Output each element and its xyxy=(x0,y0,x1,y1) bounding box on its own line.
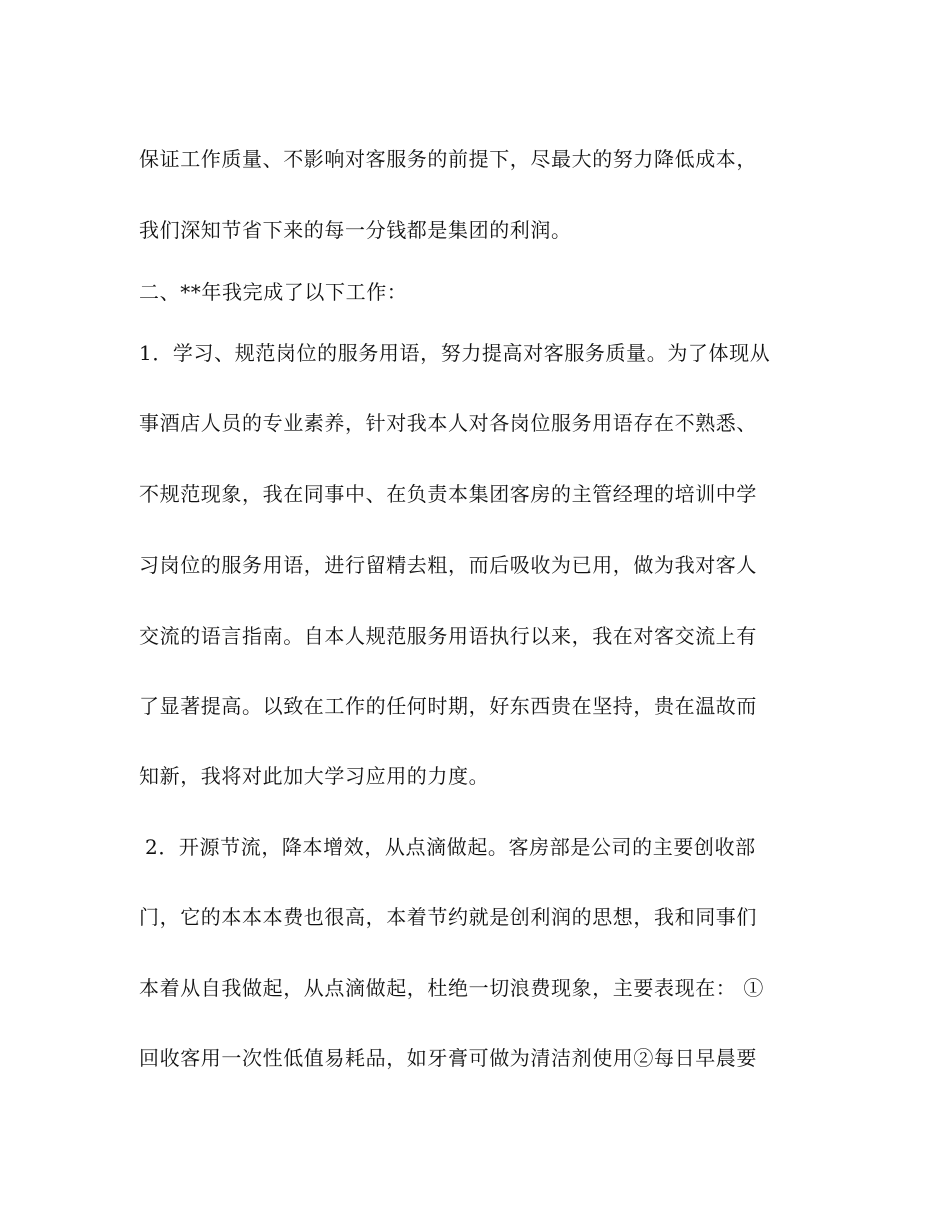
text-line-9: 了显著提高。以致在工作的任何时期，好东西贵在坚持，贵在温故而 xyxy=(139,694,757,718)
text-line-11: 2．开源节流，降本增效，从点滴做起。客房部是公司的主要创收部 xyxy=(145,835,756,859)
text-line-2: 我们深知节省下来的每一分钱都是集团的利润。 xyxy=(139,218,572,242)
text-line-7: 习岗位的服务用语，进行留精去粗，而后吸收为已用，做为我对客人 xyxy=(139,553,757,577)
text-line-13: 本着从自我做起，从点滴做起，杜绝一切浪费现象，主要表现在： ① xyxy=(139,976,764,1000)
text-line-4: 1．学习、规范岗位的服务用语，努力提高对客服务质量。为了体现从 xyxy=(139,341,771,365)
text-line-10: 知新，我将对此加大学习应用的力度。 xyxy=(139,764,490,788)
text-line-1: 保证工作质量、不影响对客服务的前提下，尽最大的努力降低成本， xyxy=(139,147,757,171)
text-line-8: 交流的语言指南。自本人规范服务用语执行以来，我在对客交流上有 xyxy=(139,624,757,648)
text-line-14: 回收客用一次性低值易耗品，如牙膏可做为清洁剂使用②每日早晨要 xyxy=(139,1046,757,1070)
text-line-6: 不规范现象，我在同事中、在负责本集团客房的主管经理的培训中学 xyxy=(139,482,757,506)
text-line-5: 事酒店人员的专业素养，针对我本人对各岗位服务用语存在不熟悉、 xyxy=(139,411,757,435)
section-heading: 二、**年我完成了以下工作： xyxy=(139,280,408,304)
text-line-12: 门，它的本本本费也很高，本着节约就是创利润的思想，我和同事们 xyxy=(139,905,757,929)
